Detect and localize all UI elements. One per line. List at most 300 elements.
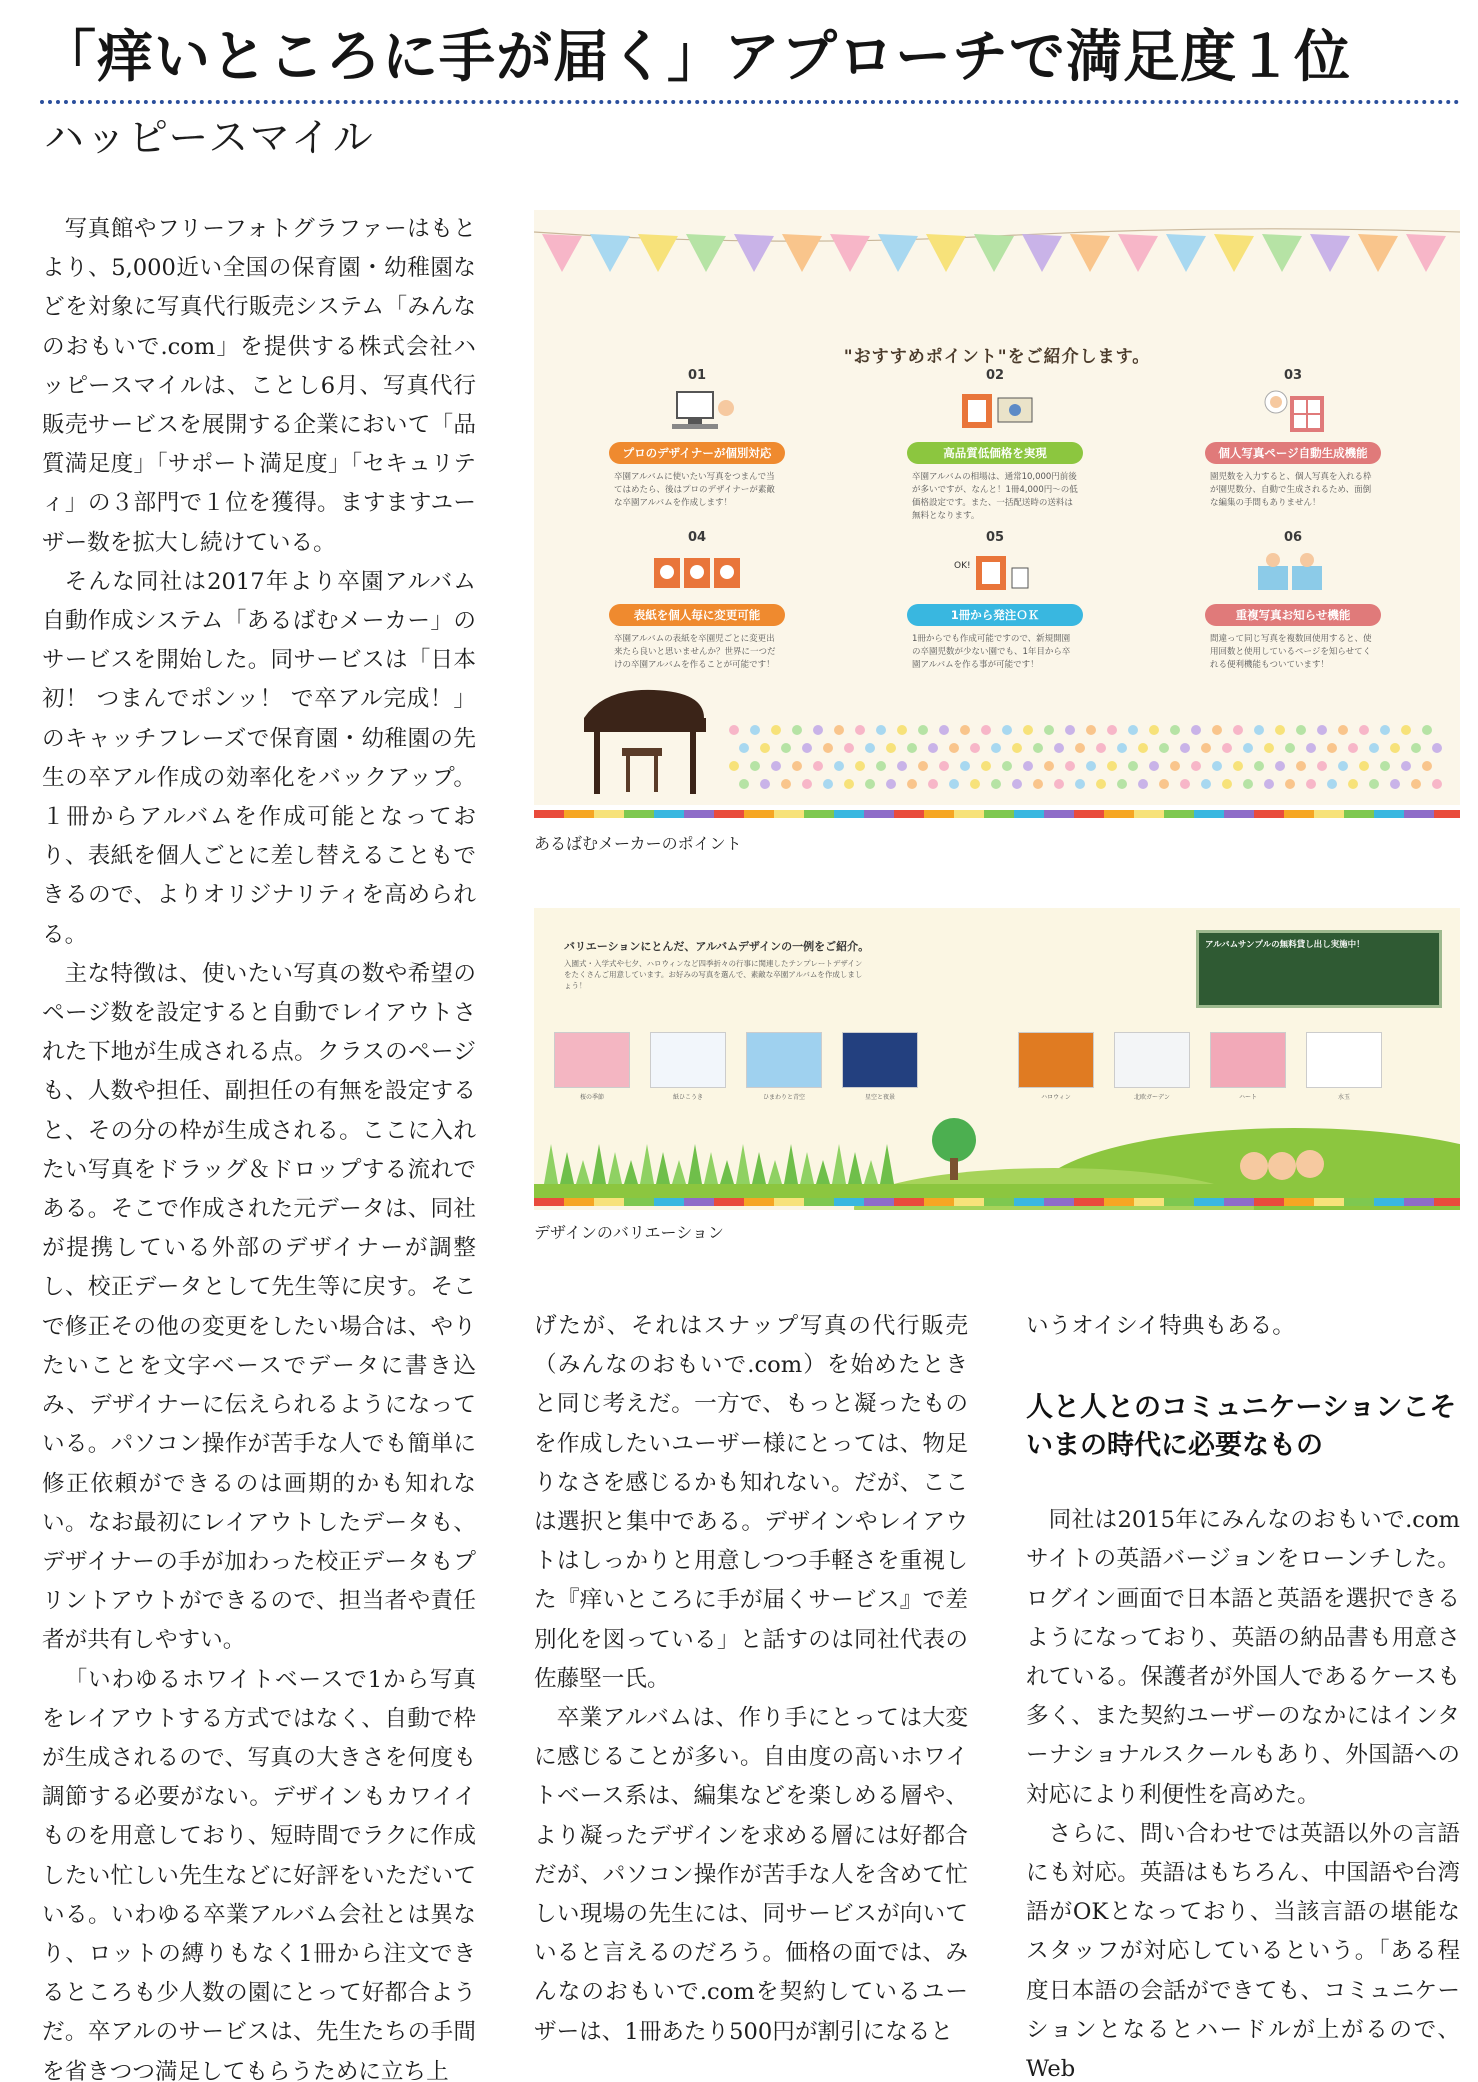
confetti-dot (981, 761, 991, 771)
confetti-dot (1159, 743, 1169, 753)
bunting-flag (1166, 234, 1206, 272)
confetti-dot (1243, 779, 1253, 789)
confetti-dot (949, 779, 959, 789)
paragraph: 主な特徴は、使いたい写真の数や希望のページ数を設定すると自動でレイアウトされた下地が生成される点。クラスのページも、人数や担任、副担任の有無を設定すると、その分の枠が生成される。ここに入れたい写真をドラッグ＆ドロップする流れである。そこで作成された元データは、同社が提携している外部のデザイナーが調整し、校正データとして先生等に戻す。そこで修正その他の変更をしたい場合は、やりたいことを文字ベースでデータに書き込み、デザイナーに伝えられるようになっている。パソコン操作が苦手な人でも簡単に修正依頼ができるのは画期的かも知れない。なお最初にレイアウトしたデータも、デザイナーの手が加わった校正データもプリントアウトができるので、担当者や責任者が共有しやすい。 (42, 960, 476, 1654)
confetti-dot (781, 743, 791, 753)
stripe-segment (1374, 1198, 1404, 1206)
confetti-dot (1128, 761, 1138, 771)
stripe-segment (534, 1198, 564, 1206)
stripe-segment (804, 810, 834, 818)
point-label: 1冊から発注ＯＫ (907, 604, 1083, 626)
tree (592, 1144, 606, 1184)
stripe-segment (744, 810, 774, 818)
confetti-dot (886, 743, 896, 753)
template-label: 北欧ガーデン (1134, 1094, 1170, 1101)
confetti-dot (970, 779, 980, 789)
confetti-dot (802, 743, 812, 753)
stripe-segment (1344, 810, 1374, 818)
bunting-flag (1022, 234, 1062, 272)
confetti-dot (1107, 761, 1117, 771)
confetti-dot (1422, 761, 1432, 771)
confetti-dot (1012, 743, 1022, 753)
price-album-icon (920, 388, 1070, 436)
stripe-segment (1314, 1198, 1344, 1206)
confetti-dot (823, 779, 833, 789)
confetti-dot (1212, 761, 1222, 771)
stripe-segment (1134, 810, 1164, 818)
confetti-dot (1096, 743, 1106, 753)
stripe-segment (1164, 810, 1194, 818)
confetti-dot (1390, 779, 1400, 789)
figure-album-maker-points (534, 210, 1460, 825)
confetti-dot (1002, 761, 1012, 771)
point-label: プロのデザイナーが個別対応 (609, 442, 785, 464)
tree (832, 1144, 846, 1184)
confetti-dot (1107, 725, 1117, 735)
bunting-flag (974, 234, 1014, 272)
stripe-segment (534, 810, 564, 818)
stripe-segment (1344, 1198, 1374, 1206)
bunting-flag (1214, 234, 1254, 272)
bunting-flag (782, 234, 822, 272)
confetti-dot (1422, 725, 1432, 735)
confetti-dot (1096, 779, 1106, 789)
tree (752, 1152, 766, 1184)
stripe-segment (564, 810, 594, 818)
confetti-dot (1432, 779, 1442, 789)
paragraph: いうオイシイ特典もある。 (1026, 1313, 1295, 1339)
confetti-dot (1159, 779, 1169, 789)
stripe-segment (894, 810, 924, 818)
tree (560, 1152, 574, 1184)
bunting-flag (638, 234, 678, 272)
confetti-dot (1086, 725, 1096, 735)
confetti-dot (855, 725, 865, 735)
stripe-segment (1404, 1198, 1434, 1206)
stripe-segment (654, 1198, 684, 1206)
confetti-dot (981, 725, 991, 735)
stripe-segment (624, 1198, 654, 1206)
point-number: 05 (985, 530, 1005, 545)
confetti-dot (1390, 743, 1400, 753)
paragraph: そんな同社は2017年より卒園アルバム自動作成システム「あるばむメーカー」のサービスを開始した。同サービスは「日本初！ つまんでポンッ！ で卒アル完成！」のキャッチフレーズで保育園・幼稚園の先生の卒アル作成の効率化をバックアップ。１冊からアルバムを作成可能となっており、表紙を個人ごとに差し替えることもできるので、よりオリジナリティを高められる。 (42, 568, 476, 948)
bunting-flag (1118, 234, 1158, 272)
point-description: 間違って同じ写真を複数回使用すると、使用回数と使用しているページを知らせてくれる便利機能もついています！ (1210, 634, 1372, 670)
confetti-dot (1411, 779, 1421, 789)
company-name: ハッピースマイル (44, 115, 375, 161)
confetti-dot (865, 743, 875, 753)
confetti-dot (1243, 743, 1253, 753)
stripe-segment (894, 1198, 924, 1206)
single-order-icon (920, 550, 1070, 598)
stripe-segment (954, 1198, 984, 1206)
confetti-dot (1254, 761, 1264, 771)
stripe-segment (1104, 1198, 1134, 1206)
confetti-dot (1033, 743, 1043, 753)
stripe-segment (1104, 810, 1134, 818)
confetti-dot (1369, 779, 1379, 789)
stripe-segment (1044, 810, 1074, 818)
point-label: 重複写真お知らせ機能 (1205, 604, 1381, 626)
bunting-flag (926, 234, 966, 272)
confetti-dot (949, 743, 959, 753)
article-column-3 (1026, 1307, 1460, 2082)
template-label: 星空と夜景 (864, 1094, 895, 1101)
template-label: 桜の季節 (579, 1094, 604, 1101)
confetti-dot (918, 725, 928, 735)
point-label: 表紙を個人毎に変更可能 (609, 604, 785, 626)
point-03 (1198, 368, 1388, 510)
paragraph: さらに、問い合わせでは英語以外の言語にも対応。英語はもちろん、中国語や台湾語がOKとなっており、当該言語の堪能なスタッフが対応しているという。「ある程度日本語の会話ができても、コミュニケーションとなるとハードルが上がるので、Web (1026, 1820, 1460, 2082)
confetti-dot (750, 725, 760, 735)
confetti-dot (729, 761, 739, 771)
article-column-2 (534, 1307, 968, 2052)
confetti-dot (1117, 779, 1127, 789)
bunting-flag (878, 234, 918, 272)
photo-page-icon (1218, 388, 1368, 436)
tree (576, 1160, 590, 1184)
confetti-dot (939, 725, 949, 735)
stripe-segment (774, 810, 804, 818)
stripe-segment (984, 810, 1014, 818)
confetti-dot (844, 743, 854, 753)
stripe-segment (1374, 810, 1404, 818)
confetti-dot (739, 779, 749, 789)
confetti-dot (1222, 779, 1232, 789)
section-heading: 人と人とのコミュニケーションこそいまの時代に必要なもの (1026, 1392, 1457, 1462)
bunting-flag (734, 234, 774, 272)
confetti-dot (865, 779, 875, 789)
confetti-dot (1149, 725, 1159, 735)
template-label: ハート (1238, 1094, 1257, 1101)
confetti-dot (1296, 725, 1306, 735)
confetti-dot (1180, 779, 1190, 789)
stripe-segment (744, 1198, 774, 1206)
confetti-dot (886, 779, 896, 789)
confetti-dot (802, 779, 812, 789)
duplicate-photo-icon (1218, 550, 1368, 598)
bunting-flag (1406, 234, 1446, 272)
stripe-segment (834, 810, 864, 818)
template-label: ひまわりと青空 (762, 1094, 805, 1101)
bunting-flag (1358, 234, 1398, 272)
computer-icon (622, 388, 772, 436)
tree (672, 1160, 686, 1184)
confetti-dot (876, 761, 886, 771)
confetti-dot (1264, 779, 1274, 789)
bunting-flag (1070, 234, 1110, 272)
confetti-dot (1233, 761, 1243, 771)
confetti-dot (1296, 761, 1306, 771)
paragraph: 写真館やフリーフォトグラファーはもとより、5,000近い全国の保育園・幼稚園などを対象に写真代行販売システム「みんなのおもいで.com」を提供する株式会社ハッピースマイルは、ことし6月、写真代行販売サービスを展開する企業において「品質満足度」「サポート満足度」「セキュリティ」の３部門で１位を獲得。ますますユーザー数を拡大し続けている。 (42, 216, 476, 556)
point-description: 卒園アルバムの表紙を卒園児ごとに変更出来たら良いと思いませんか？世界に一つだけの卒園アルバムを作ることが可能です！ (614, 634, 776, 670)
point-number: 02 (985, 368, 1005, 383)
bunting-flag (590, 234, 630, 272)
confetti-dot (1317, 725, 1327, 735)
point-description: 園児数を入力すると、個人写真を入れる枠が園児数分、自動で生成されるため、面倒な編集の手間もありません！ (1210, 472, 1372, 508)
confetti-dot (1275, 761, 1285, 771)
confetti-dot (1222, 743, 1232, 753)
tree (784, 1144, 798, 1184)
confetti-dot (855, 761, 865, 771)
stripe-segment (564, 1198, 594, 1206)
confetti-dot (1138, 779, 1148, 789)
stripe-segment (594, 1198, 624, 1206)
tree (768, 1160, 782, 1184)
confetti-dot (1117, 743, 1127, 753)
variations-title: バリエーションにとんだ、アルバムデザインの一例をご紹介。 (564, 940, 870, 953)
confetti-dot (823, 743, 833, 753)
tree (720, 1160, 734, 1184)
paragraph: 卒業アルバムは、作り手にとっては大変に感じることが多い。自由度の高いホワイトベース系は、編集などを楽しめる層や、より凝ったデザインを求める層には好都合だが、パソコン操作が苦手な人を含めて忙しい現場の先生には、同サービスが向いていると言えるのだろう。価格の面では、みんなのおもいで.comを契約しているユーザーは、1冊あたり500円が割引になると (534, 1705, 968, 2045)
template-label: 水玉 (1337, 1094, 1350, 1101)
confetti-dot (1306, 743, 1316, 753)
confetti-dot (1044, 725, 1054, 735)
confetti-dot (729, 725, 739, 735)
stripe-segment (1254, 810, 1284, 818)
confetti-dot (1380, 761, 1390, 771)
confetti-dot (897, 761, 907, 771)
confetti-dot (771, 725, 781, 735)
stripe-segment (1044, 1198, 1074, 1206)
stripe-segment (1284, 810, 1314, 818)
stripe-segment (1434, 1198, 1460, 1206)
stripe-segment (774, 1198, 804, 1206)
piano-illustration (564, 678, 724, 808)
confetti-dot (1285, 779, 1295, 789)
point-number: 04 (687, 530, 707, 545)
point-number: 01 (687, 368, 707, 383)
confetti-dot (1065, 761, 1075, 771)
stripe-segment (1224, 1198, 1254, 1206)
tree (704, 1152, 718, 1184)
confetti-dot (1401, 761, 1411, 771)
point-description: 1冊からでも作成可能ですので、新規開園の卒園児数が少ない園でも、1年目から卒園アルバムを作る事が可能です！ (912, 634, 1071, 670)
confetti-dot (1285, 743, 1295, 753)
confetti-dot (907, 743, 917, 753)
stripe-segment (1014, 1198, 1044, 1206)
confetti-dot (1054, 779, 1064, 789)
confetti-dot (739, 743, 749, 753)
stripe-segment (1434, 810, 1460, 818)
confetti-dot (1254, 725, 1264, 735)
tree (800, 1152, 814, 1184)
stripe-segment (924, 810, 954, 818)
confetti-dot (1401, 725, 1411, 735)
point-description: 卒園アルバムに使いたい写真をつまんで当てはめたら、後はプロのデザイナーが素敵な卒園アルバムを作成します！ (614, 472, 775, 508)
confetti-dot (1327, 743, 1337, 753)
tree (848, 1152, 862, 1184)
point-02 (900, 368, 1090, 523)
figure-design-variations (534, 908, 1460, 1210)
stripe-segment (714, 810, 744, 818)
figure-caption: デザインのバリエーション (534, 1223, 724, 1242)
tree (864, 1160, 878, 1184)
confetti-dot (1348, 743, 1358, 753)
confetti-dot (1432, 743, 1442, 753)
bunting-flag (830, 234, 870, 272)
confetti-dot (1369, 743, 1379, 753)
bunting-flag (686, 234, 726, 272)
article-column-1 (42, 210, 476, 2082)
confetti-dot (1359, 725, 1369, 735)
confetti-dot (1191, 761, 1201, 771)
tree (816, 1160, 830, 1184)
confetti-dot (1065, 725, 1075, 735)
tree (736, 1144, 750, 1184)
confetti-dot (1317, 761, 1327, 771)
confetti-dot (1180, 743, 1190, 753)
tree (880, 1144, 894, 1184)
point-01 (602, 368, 792, 510)
stripe-segment (1194, 810, 1224, 818)
confetti-dot (1086, 761, 1096, 771)
confetti-dot (928, 779, 938, 789)
confetti-dot (1233, 725, 1243, 735)
confetti-dot (1054, 743, 1064, 753)
stripe-segment (1314, 810, 1344, 818)
confetti-dot (1411, 743, 1421, 753)
stripe-segment (1134, 1198, 1164, 1206)
stripe-segment (594, 810, 624, 818)
confetti-dot (1348, 779, 1358, 789)
confetti-dot (1044, 761, 1054, 771)
confetti-dot (1138, 743, 1148, 753)
headline-divider (40, 100, 1460, 104)
template-label: ハロウィン (1041, 1094, 1071, 1101)
svg-text:OK!: OK! (954, 561, 971, 571)
point-description: 卒園アルバムの相場は、通常10,000円前後が多いですが、なんと！1冊4,000円〜の低価格設定です。また、一括配送時の送料は無料となります。 (912, 472, 1078, 521)
confetti-dot (970, 743, 980, 753)
confetti-dot (1149, 761, 1159, 771)
confetti-dot (991, 779, 1001, 789)
stripe-segment (1224, 810, 1254, 818)
stripe-segment (624, 810, 654, 818)
bunting-flag (1262, 234, 1302, 272)
confetti-dot (1338, 725, 1348, 735)
confetti-dot (876, 725, 886, 735)
confetti-dot (1023, 725, 1033, 735)
confetti-dot (1002, 725, 1012, 735)
tree (640, 1144, 654, 1184)
cover-change-icon (622, 550, 772, 598)
point-06 (1198, 530, 1388, 672)
confetti-dot (1075, 779, 1085, 789)
confetti-dot (918, 761, 928, 771)
confetti-dot (1191, 725, 1201, 735)
stripe-segment (1074, 1198, 1104, 1206)
confetti-dot (897, 725, 907, 735)
tree (608, 1152, 622, 1184)
stripe-segment (684, 810, 714, 818)
paragraph: 「いわゆるホワイトベースで1から写真をレイアウトする方式ではなく、自動で枠が生成されるので、写真の大きさを何度も調節する必要がない。デザインもカワイイものを用意しており、短時間でラクに作成したい忙しい先生などに好評をいただいている。いわゆる卒業アルバム会社とは異なり、ロットの縛りもなく1冊から注文できるところも少人数の園にとって好都合ようだ。卒アルのサービスは、先生たちの手間を省きつつ満足してもらうために立ち上 (42, 1666, 476, 2082)
confetti-dot (1170, 725, 1180, 735)
point-label: 高品質低価格を実現 (907, 442, 1083, 464)
article-headline: 「痒いところに手が届く」アプローチで満足度１位 (40, 25, 1351, 90)
confetti-dot (813, 761, 823, 771)
stripe-segment (1194, 1198, 1224, 1206)
stripe-segment (954, 810, 984, 818)
confetti-dot (928, 743, 938, 753)
paragraph: 同社は2015年にみんなのおもいで.comサイトの英語バージョンをローンチした。ログイン画面で日本語と英語を選択できるようになっており、英語の納品書も用意されている。保護者が外国人であるケースも多く、また契約ユーザーのなかにはインターナショナルスクールもあり、外国語への対応により利便性を高めた。 (1026, 1507, 1460, 1808)
confetti-dot (1306, 779, 1316, 789)
stripe-segment (654, 810, 684, 818)
confetti-dot (960, 761, 970, 771)
confetti-dot (750, 761, 760, 771)
confetti-dot (907, 779, 917, 789)
confetti-dot (1201, 779, 1211, 789)
confetti-dot (1275, 725, 1285, 735)
point-number: 06 (1283, 530, 1303, 545)
confetti-dot (781, 779, 791, 789)
tree (624, 1160, 638, 1184)
stripe-segment (1254, 1198, 1284, 1206)
confetti-dot (813, 725, 823, 735)
point-number: 03 (1283, 368, 1303, 383)
tree (688, 1144, 702, 1184)
confetti-dot (771, 761, 781, 771)
confetti-dot (792, 725, 802, 735)
stripe-segment (1014, 810, 1044, 818)
confetti-dot (1359, 761, 1369, 771)
confetti-dot (834, 725, 844, 735)
confetti-dot (1170, 761, 1180, 771)
stripe-segment (864, 810, 894, 818)
point-04 (602, 530, 792, 672)
confetti-dot (834, 761, 844, 771)
confetti-dot (1023, 761, 1033, 771)
stripe-segment (804, 1198, 834, 1206)
stripe-segment (924, 1198, 954, 1206)
stripe-segment (1164, 1198, 1194, 1206)
tree (544, 1144, 558, 1184)
figure-caption: あるばむメーカーのポイント (534, 834, 742, 853)
paragraph: げたが、それはスナップ写真の代行販売（みんなのおもいで.com）を始めたときと同じ考えだ。一方で、もっと凝ったものを作成したいユーザー様にとっては、物足りなさを感じるかも知れない。だが、ここは選択と集中である。デザインやレイアウトはしっかりと用意しつつ手軽さを重視した『痒いところに手が届くサービス』で差別化を図っている」と話すのは同社代表の佐藤堅一氏。 (534, 1313, 968, 1692)
bunting-flag (542, 234, 582, 272)
promo-text: アルバムサンプルの無料貸し出し実施中！ (1205, 940, 1365, 950)
confetti-dot (844, 779, 854, 789)
confetti-dot (1201, 743, 1211, 753)
confetti-dot (1264, 743, 1274, 753)
stripe-segment (1074, 810, 1104, 818)
confetti-dot (1033, 779, 1043, 789)
stripe-segment (864, 1198, 894, 1206)
confetti-dot (939, 761, 949, 771)
confetti-dot (960, 725, 970, 735)
variations-description: 入園式・入学式や七夕、ハロウィンなど四季折々の行事に関連したテンプレートデザインをたくさんご用意しています。お好みの写真を選んで、素敵な卒園アルバムを作成しましょう！ (564, 959, 863, 990)
confetti-dot (760, 779, 770, 789)
point-05 (900, 530, 1090, 672)
confetti-dot (1380, 725, 1390, 735)
stripe-segment (714, 1198, 744, 1206)
stripe-segment (1284, 1198, 1314, 1206)
bunting-flag (1310, 234, 1350, 272)
stripe-segment (834, 1198, 864, 1206)
landscape-illustration (534, 908, 1460, 1210)
stripe-segment (984, 1198, 1014, 1206)
confetti-dot (760, 743, 770, 753)
confetti-dot (1338, 761, 1348, 771)
stripe-segment (684, 1198, 714, 1206)
confetti-dot (1212, 725, 1222, 735)
confetti-dot (1128, 725, 1138, 735)
confetti-dot (1075, 743, 1085, 753)
stripe-segment (1404, 810, 1434, 818)
template-label: 紙ひこうき (672, 1094, 703, 1101)
point-label: 個人写真ページ自動生成機能 (1205, 442, 1381, 464)
confetti-dot (991, 743, 1001, 753)
tree (656, 1152, 670, 1184)
